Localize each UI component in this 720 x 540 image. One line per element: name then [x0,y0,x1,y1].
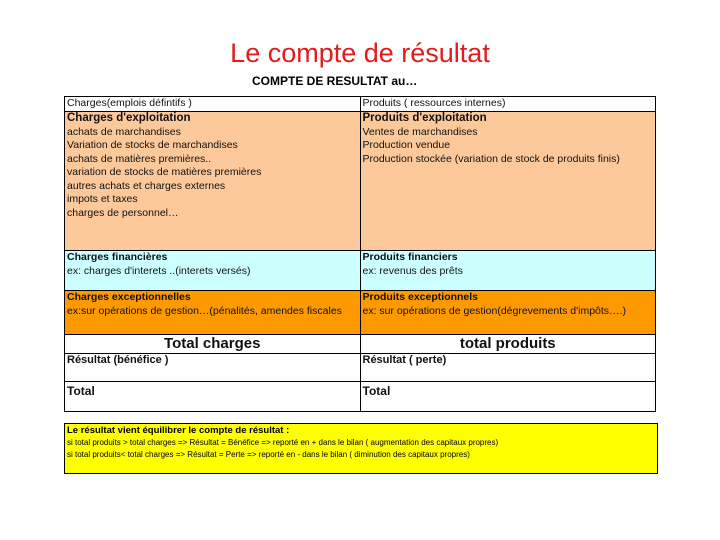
section-title: Produits exceptionnels [362,291,479,303]
list-item: Production vendue [362,139,451,151]
note-line: si total produits > total charges => Résultat = Bénéfice => reporté en + dans le bilan ( augmentation des capitaux propres) [67,438,499,447]
list-item: achats de matières premières.. [67,152,212,165]
section-title: Produits d'exploitation [362,112,487,124]
note-heading: Le résultat vient équilibrer le compte de résultat : [67,425,290,436]
income-statement-table [64,96,656,412]
section-text: ex: revenus des prêts [362,264,463,277]
charges-financieres-cell [65,251,361,291]
section-text: ex: sur opérations de gestion(dégrevements d'impôts….) [362,304,626,317]
section-title: Charges exceptionnelles [67,291,191,303]
produits-financiers-cell [360,251,656,291]
list-item: Production stockée (variation de stock de produits finis) [362,152,620,165]
produits-exploitation-cell [360,112,656,251]
list-item: variation de stocks de matières premières [67,166,262,178]
list-item: autres achats et charges externes [67,179,226,192]
charges-exploitation-cell [65,112,361,251]
total-produits-label: total produits [360,335,656,354]
list-item: impots et taxes [67,193,138,205]
table-subtitle: COMPTE DE RESULTAT au… [252,74,418,88]
section-text: ex: charges d'interets ..(interets versés) [67,264,251,277]
produits-exceptionnels-cell [360,291,656,335]
section-title: Charges d'exploitation [67,112,191,124]
section-text: ex:sur opérations de gestion…(pénalités, amendes fiscales [67,304,342,317]
total-right: Total [360,382,656,412]
section-title: Produits financiers [362,251,458,263]
list-item: Variation de stocks de marchandises [67,139,238,151]
charges-exceptionnelles-cell [65,291,361,335]
list-item: Ventes de marchandises [362,125,478,138]
total-left: Total [65,382,361,412]
produits-header: Produits ( ressources internes) [360,97,656,112]
result-explanation-box [64,423,658,474]
list-item: achats de marchandises [67,125,181,138]
section-title: Charges financières [67,251,168,263]
total-charges-label: Total charges [65,335,361,354]
slide-title: Le compte de résultat [230,38,490,68]
resultat-perte: Résultat ( perte) [360,354,656,382]
resultat-benefice: Résultat (bénéfice ) [65,354,361,382]
list-item: charges de personnel… [67,206,179,219]
charges-header: Charges(emplois défintifs ) [65,97,361,112]
note-line: si total produits< total charges => Résultat = Perte => reporté en - dans le bilan ( diminution des capitaux propres) [67,450,470,459]
